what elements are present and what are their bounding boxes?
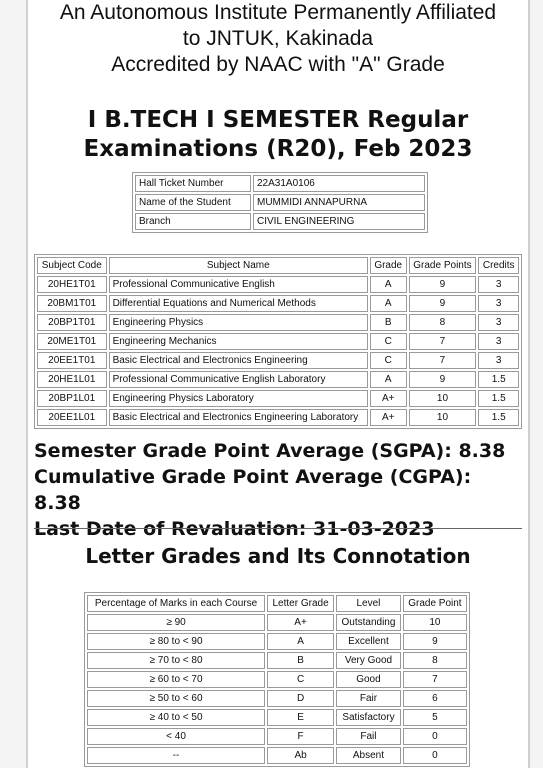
letter-grades-cell: A+: [267, 614, 334, 631]
letter-grades-cell: < 40: [87, 728, 265, 745]
marks-cell: 3: [478, 314, 519, 331]
student-info-row: [135, 213, 425, 230]
letter-grades-row: [87, 652, 467, 669]
marks-cell: 20BM1T01: [37, 295, 107, 312]
letter-grades-column-header: Level: [336, 595, 401, 612]
grade-summary: [34, 438, 524, 542]
marks-cell: Professional Communicative English Laboratory: [109, 371, 368, 388]
marks-column-header: Grade Points: [409, 257, 477, 274]
letter-grades-cell: F: [267, 728, 334, 745]
letter-grades-cell: 0: [403, 728, 467, 745]
marks-cell: 10: [409, 390, 477, 407]
letter-grades-cell: D: [267, 690, 334, 707]
header-line-3: Accredited by NAAC with "A" Grade: [111, 53, 445, 76]
marks-cell: 1.5: [478, 390, 519, 407]
marks-cell: B: [370, 314, 407, 331]
exam-title-line-1: I B.TECH I SEMESTER Regular: [87, 107, 469, 133]
letter-grades-table: [84, 592, 470, 767]
letter-grades-column-header: Grade Point: [403, 595, 467, 612]
marks-column-header: Subject Name: [109, 257, 368, 274]
letter-grades-row: [87, 633, 467, 650]
letter-grades-row: [87, 690, 467, 707]
exam-title: [28, 106, 528, 164]
marks-cell: 7: [409, 352, 477, 369]
header-line-2: to JNTUK, Kakinada: [182, 27, 374, 50]
student-info-value: 22A31A0106: [253, 175, 425, 192]
marks-cell: 10: [409, 409, 477, 426]
letter-grades-cell: Fail: [336, 728, 401, 745]
marks-cell: Basic Electrical and Electronics Engineering Laboratory: [109, 409, 368, 426]
letter-grades-cell: C: [267, 671, 334, 688]
letter-grades-cell: ≥ 50 to < 60: [87, 690, 265, 707]
revaluation-date: Last Date of Revaluation: 31-03-2023: [34, 518, 435, 540]
marks-cell: Basic Electrical and Electronics Engineering: [109, 352, 368, 369]
letter-grades-cell: 9: [403, 633, 467, 650]
marks-cell: 9: [409, 276, 477, 293]
marks-cell: A: [370, 276, 407, 293]
letter-grades-cell: 7: [403, 671, 467, 688]
marks-row: [37, 276, 519, 293]
result-page: [26, 0, 530, 768]
marks-cell: 1.5: [478, 371, 519, 388]
letter-grades-cell: ≥ 90: [87, 614, 265, 631]
exam-title-line-2: Examinations (R20), Feb 2023: [83, 136, 473, 162]
letter-grades-cell: Excellent: [336, 633, 401, 650]
letter-grades-cell: A: [267, 633, 334, 650]
marks-cell: Engineering Physics Laboratory: [109, 390, 368, 407]
letter-grades-cell: ≥ 60 to < 70: [87, 671, 265, 688]
student-info-label: Branch: [135, 213, 251, 230]
letter-grades-cell: Very Good: [336, 652, 401, 669]
student-info-row: [135, 175, 425, 192]
marks-cell: 20HE1T01: [37, 276, 107, 293]
marks-cell: A+: [370, 409, 407, 426]
marks-row: [37, 314, 519, 331]
marks-column-header: Credits: [478, 257, 519, 274]
marks-row: [37, 409, 519, 426]
sgpa: Semester Grade Point Average (SGPA): 8.38: [34, 440, 506, 462]
letter-grades-cell: 10: [403, 614, 467, 631]
letter-grades-cell: 8: [403, 652, 467, 669]
letter-grades-cell: Good: [336, 671, 401, 688]
marks-cell: Engineering Mechanics: [109, 333, 368, 350]
letter-grades-cell: 6: [403, 690, 467, 707]
section-divider: [34, 528, 522, 529]
marks-cell: C: [370, 352, 407, 369]
marks-cell: Differential Equations and Numerical Methods: [109, 295, 368, 312]
marks-cell: 20ME1T01: [37, 333, 107, 350]
marks-header-row: [37, 257, 519, 274]
letter-grades-cell: Fair: [336, 690, 401, 707]
institute-header: [28, 0, 528, 78]
letter-grades-cell: ≥ 70 to < 80: [87, 652, 265, 669]
letter-grades-column-header: Letter Grade: [267, 595, 334, 612]
marks-cell: 20EE1L01: [37, 409, 107, 426]
letter-grades-cell: ≥ 80 to < 90: [87, 633, 265, 650]
marks-cell: 3: [478, 276, 519, 293]
letter-grades-row: [87, 709, 467, 726]
marks-row: [37, 352, 519, 369]
letter-grades-cell: --: [87, 747, 265, 764]
marks-cell: A: [370, 371, 407, 388]
marks-cell: 20BP1L01: [37, 390, 107, 407]
letter-grades-row: [87, 728, 467, 745]
letter-grades-cell: 5: [403, 709, 467, 726]
marks-row: [37, 295, 519, 312]
marks-cell: C: [370, 333, 407, 350]
student-info-value: MUMMIDI ANNAPURNA: [253, 194, 425, 211]
letter-grades-header-row: [87, 595, 467, 612]
marks-column-header: Subject Code: [37, 257, 107, 274]
marks-cell: 7: [409, 333, 477, 350]
marks-cell: 20HE1L01: [37, 371, 107, 388]
letter-grades-cell: Ab: [267, 747, 334, 764]
student-info-value: CIVIL ENGINEERING: [253, 213, 425, 230]
marks-row: [37, 333, 519, 350]
letter-grades-cell: Satisfactory: [336, 709, 401, 726]
letter-grades-row: [87, 671, 467, 688]
marks-table: [34, 254, 522, 429]
marks-cell: 8: [409, 314, 477, 331]
letter-grades-row: [87, 747, 467, 764]
student-info-row: [135, 194, 425, 211]
letter-grades-cell: 0: [403, 747, 467, 764]
marks-cell: Professional Communicative English: [109, 276, 368, 293]
letter-grades-cell: Absent: [336, 747, 401, 764]
student-info-label: Hall Ticket Number: [135, 175, 251, 192]
marks-cell: 1.5: [478, 409, 519, 426]
student-info-label: Name of the Student: [135, 194, 251, 211]
marks-row: [37, 390, 519, 407]
student-info-table: [132, 172, 428, 233]
header-line-1: An Autonomous Institute Permanently Affiliated: [59, 1, 497, 24]
letter-grades-column-header: Percentage of Marks in each Course: [87, 595, 265, 612]
marks-cell: 9: [409, 371, 477, 388]
marks-column-header: Grade: [370, 257, 407, 274]
marks-cell: 20BP1T01: [37, 314, 107, 331]
marks-row: [37, 371, 519, 388]
letter-grades-cell: ≥ 40 to < 50: [87, 709, 265, 726]
letter-grades-row: [87, 614, 467, 631]
marks-cell: 3: [478, 333, 519, 350]
marks-cell: A+: [370, 390, 407, 407]
marks-cell: 3: [478, 295, 519, 312]
marks-cell: 20EE1T01: [37, 352, 107, 369]
letter-grades-cell: E: [267, 709, 334, 726]
letter-grades-cell: B: [267, 652, 334, 669]
marks-cell: A: [370, 295, 407, 312]
letter-grades-cell: Outstanding: [336, 614, 401, 631]
cgpa: Cumulative Grade Point Average (CGPA): 8.38: [34, 466, 472, 514]
marks-cell: 9: [409, 295, 477, 312]
marks-cell: Engineering Physics: [109, 314, 368, 331]
letter-grades-title: Letter Grades and Its Connotation: [85, 544, 471, 568]
marks-cell: 3: [478, 352, 519, 369]
